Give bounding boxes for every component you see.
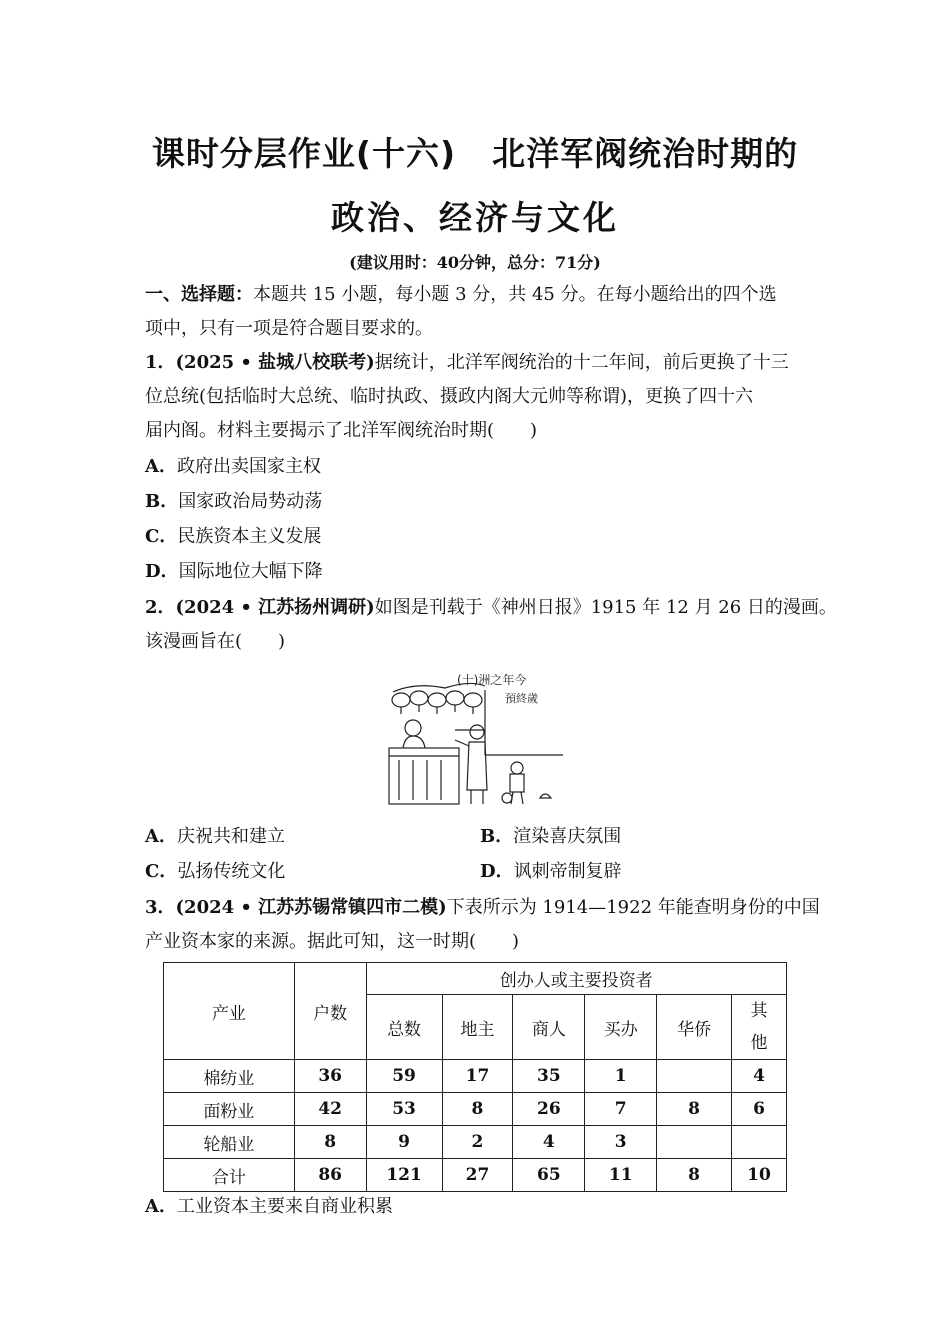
table-row-total: 合计 86 121 27 65 11 8 10 — [164, 1159, 787, 1192]
capitalist-origin-table — [163, 962, 787, 1192]
question-3-stem-line-2: 产业资本家的来源。据此可知，这一时期( ) — [145, 931, 520, 952]
table-subheader-other: 其 他 — [732, 995, 787, 1060]
page-title-line-2: 政治、经济与文化 — [331, 198, 619, 237]
section-intro-line-2: 项中，只有一项是符合题目要求的。 — [145, 318, 433, 339]
table-subheader: 华侨 — [657, 995, 732, 1060]
table-subheader: 商人 — [513, 995, 585, 1060]
question-3-source: (2024 • 江苏苏锡常镇四市二模) — [175, 897, 447, 918]
table-header-investors: 创办人或主要投资者 — [366, 963, 786, 995]
question-2-stem-line-1: 2．(2024 • 江苏扬州调研)如图是刊载于《神州日报》1915 年 12 月 26 日的漫画。 — [145, 597, 837, 618]
table-row: 棉纺业 36 59 17 35 1 4 — [164, 1060, 787, 1093]
question-2-stem-line-2: 该漫画旨在( ) — [145, 631, 286, 652]
question-1-stem-line-1: 1．(2025 • 盐城八校联考)据统计，北洋军阀统治的十二年间，前后更换了十三 — [145, 352, 789, 373]
cartoon-caption-1: (十)洲之年今 — [457, 673, 527, 687]
question-2-option-b[interactable]: B．渲染喜庆氛围 — [480, 826, 622, 847]
question-3-number: 3． — [145, 897, 176, 918]
page-title — [0, 128, 950, 175]
question-1-source: (2025 • 盐城八校联考) — [175, 352, 375, 373]
question-1-stem-line-2: 位总统(包括临时大总统、临时执政、摄政内阁大元帅等称谓)，更换了四十六 — [145, 386, 754, 407]
question-3-stem-line-1: 3．(2024 • 江苏苏锡常镇四市二模)下表所示为 1914—1922 年能查明身份的中国 — [145, 897, 820, 918]
cartoon-caption-2: 預終歲 — [505, 692, 538, 705]
title-part-1: 课时分层作业(十六) — [151, 134, 457, 173]
question-1-stem-line-3: 届内阁。材料主要揭示了北洋军阀统治时期( ) — [145, 420, 538, 441]
question-2-option-a[interactable]: A．庆祝共和建立 — [145, 826, 285, 847]
table-subheader: 地主 — [442, 995, 513, 1060]
table-subheader: 买办 — [585, 995, 657, 1060]
question-2-source: (2024 • 江苏扬州调研) — [175, 597, 375, 618]
question-2-number: 2． — [145, 597, 176, 618]
title-part-2: 北洋军阀统治时期的 — [492, 134, 799, 173]
table-header-households: 户数 — [294, 963, 366, 1060]
question-1-number: 1． — [145, 352, 176, 373]
question-2-option-c[interactable]: C．弘扬传统文化 — [145, 861, 286, 882]
question-1-option-d[interactable]: D．国际地位大幅下降 — [145, 561, 323, 582]
section-heading: 一、选择题： — [145, 284, 253, 305]
time-and-score-note: (建议用时：40分钟，总分：71分) — [349, 253, 601, 272]
table-row: 面粉业 42 53 8 26 7 8 6 — [164, 1093, 787, 1126]
table-row: 轮船业 8 9 2 4 3 — [164, 1126, 787, 1159]
question-2-option-d[interactable]: D．讽刺帝制复辟 — [480, 861, 622, 882]
section-intro-line-1: 一、选择题：本题共 15 小题，每小题 3 分，共 45 分。在每小题给出的四个选 — [145, 284, 777, 305]
cartoon-illustration — [385, 670, 567, 810]
question-1-option-b[interactable]: B．国家政治局势动荡 — [145, 491, 323, 512]
table-subheader: 总数 — [366, 995, 442, 1060]
question-3-option-a[interactable]: A．工业资本主要来自商业积累 — [145, 1196, 393, 1217]
table-header-industry: 产业 — [164, 963, 295, 1060]
question-1-option-a[interactable]: A．政府出卖国家主权 — [145, 456, 321, 477]
question-1-option-c[interactable]: C．民族资本主义发展 — [145, 526, 322, 547]
